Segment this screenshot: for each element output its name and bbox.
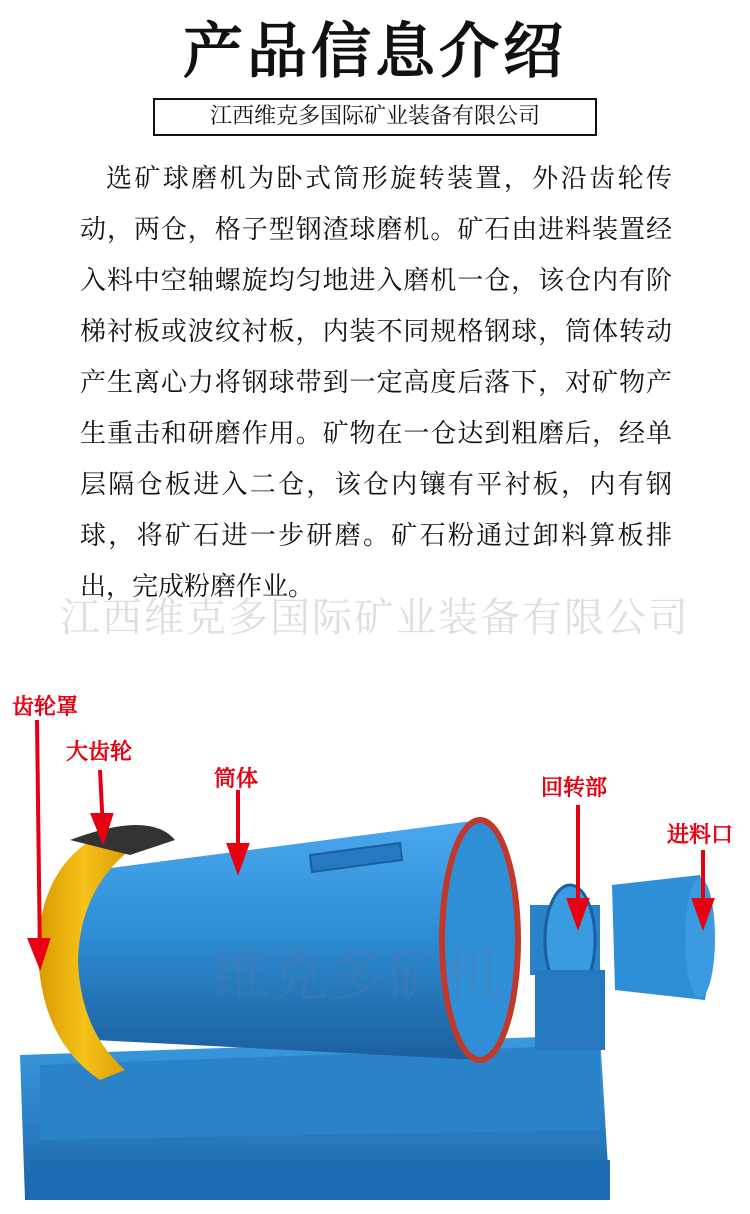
label-feed-inlet: 进料口 — [667, 823, 734, 848]
label-rotary-part: 回转部 — [541, 776, 608, 801]
company-name-box: 江西维克多国际矿业装备有限公司 — [153, 98, 597, 136]
page-title: 产品信息介绍 — [183, 17, 567, 87]
label-gear-cover: 齿轮罩 — [12, 695, 79, 720]
watermark-image-area: 维克多矿机 — [212, 941, 503, 1009]
label-cylinder: 筒体 — [214, 767, 259, 792]
product-description: 选矿球磨机为卧式筒形旋转装置，外沿齿轮传动，两仓，格子型钢渣球磨机。矿石由进料装置经入料中空轴螺旋均匀地进入磨机一仓，该仓内有阶梯衬板或波纹衬板，内装不同规格钢球，筒体转动产生离心力将钢球带到一定高度后落下，对矿物产生重击和研磨作用。矿物在一仓达到粗磨后，经单层隔仓板进入二仓，该仓内镶有平衬板，内有钢球，将矿石进一步研磨。矿石粉通过卸料算板排出，完成粉磨作业。 — [80, 164, 672, 602]
label-big-gear: 大齿轮 — [66, 740, 133, 765]
watermark-text-area: 江西维克多国际矿业装备有限公司 — [60, 595, 690, 641]
